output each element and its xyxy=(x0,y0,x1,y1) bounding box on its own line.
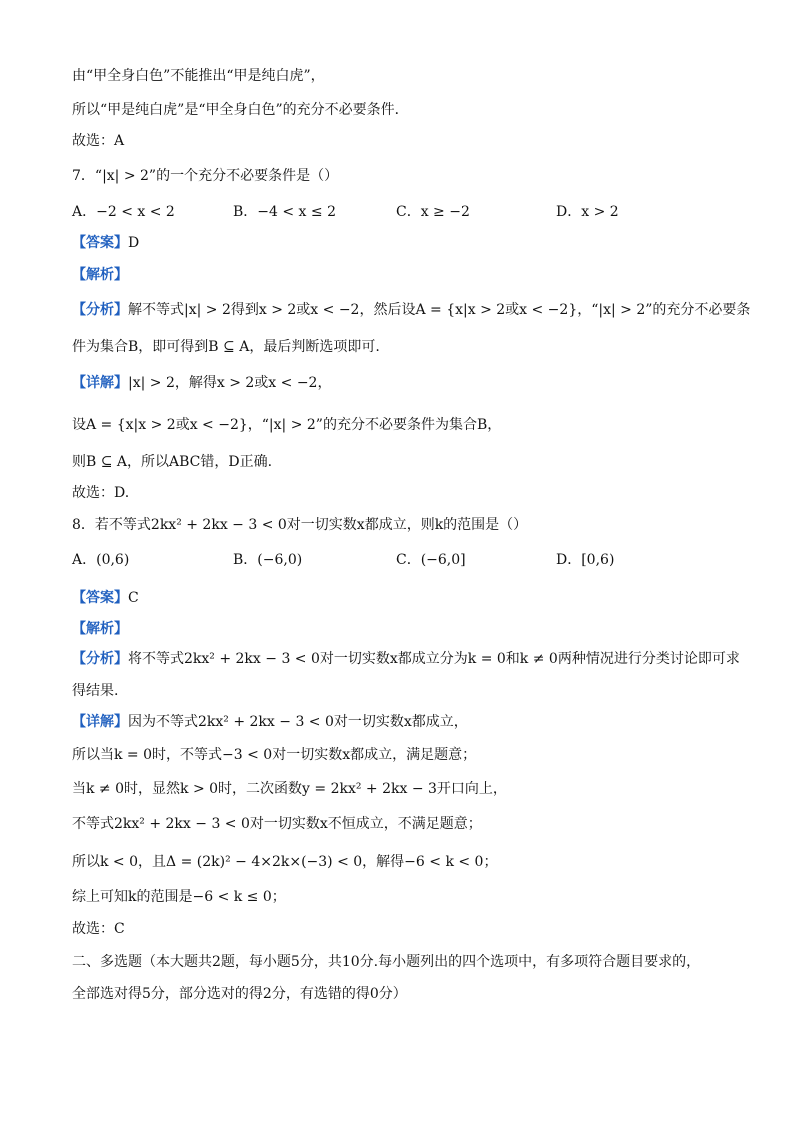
text-line: 由“甲全身白色”不能推出“甲是纯白虎”， xyxy=(72,68,325,84)
xiangjie-8-line-2: 所以当k = 0时，不等式−3 < 0对一切实数x都成立，满足题意； xyxy=(72,747,477,763)
q7-option-d: D．x > 2 xyxy=(556,204,619,220)
answer-tag: 【答案】 xyxy=(72,590,128,606)
xiangjie-8-line-6: 综上可知k的范围是−6 < k ≤ 0； xyxy=(72,889,286,905)
fenxi-text: 解不等式|x| > 2得到x > 2或x < −2，然后设A = {x|x > 2或x < −2}，“|x| > 2”的充分不必要条 xyxy=(128,302,751,318)
xiangjie-7-line-2: 设A = {x|x > 2或x < −2}，“|x| > 2”的充分不必要条件为集合B， xyxy=(72,417,502,433)
question-7: 7．“|x| > 2”的一个充分不必要条件是（） xyxy=(72,168,339,184)
xiangjie-8-line-1 xyxy=(72,711,468,733)
fenxi-8-line-1 xyxy=(72,648,740,670)
xuan-8: 故选：C xyxy=(72,921,125,937)
fenxi-tag: 【分析】 xyxy=(72,302,128,318)
xiangjie-8-line-5: 所以k < 0，且Δ = (2k)² − 4×2k×(−3) < 0，解得−6 < k < 0； xyxy=(72,854,498,870)
q8-option-b: B．(−6,0) xyxy=(233,552,303,568)
q7-option-c: C．x ≥ −2 xyxy=(396,204,470,220)
fenxi-tag: 【分析】 xyxy=(72,651,128,667)
q8-option-d: D．[0,6) xyxy=(556,552,615,568)
xiangjie-text: |x| > 2，解得x > 2或x < −2， xyxy=(128,375,332,391)
analysis-tag: 【解析】 xyxy=(72,267,128,283)
answer-value: D xyxy=(128,235,140,251)
q8-option-a: A．(0,6) xyxy=(72,552,130,568)
analysis-heading-7 xyxy=(72,264,128,286)
analysis-heading-8 xyxy=(72,618,128,640)
xiangjie-text: 因为不等式2kx² + 2kx − 3 < 0对一切实数x都成立， xyxy=(128,714,468,730)
answer-value: C xyxy=(128,590,139,606)
xiangjie-tag: 【详解】 xyxy=(72,714,128,730)
section-2-heading-cont: 全部选对得5分，部分选对的得2分，有选错的得0分） xyxy=(72,986,407,1002)
fenxi-8-line-2: 得结果. xyxy=(72,683,119,699)
fenxi-7-line-2: 件为集合B，即可得到B ⊆ A，最后判断选项即可. xyxy=(72,339,380,355)
xiangjie-7-line-1 xyxy=(72,372,331,394)
analysis-tag: 【解析】 xyxy=(72,621,128,637)
xiangjie-tag: 【详解】 xyxy=(72,375,128,391)
q7-option-b: B．−4 < x ≤ 2 xyxy=(233,204,336,220)
xiangjie-8-line-4: 不等式2kx² + 2kx − 3 < 0对一切实数x不恒成立，不满足题意； xyxy=(72,816,482,832)
section-2-heading: 二、多选题（本大题共2题，每小题5分，共10分.每小题列出的四个选项中，有多项符合题目要求的， xyxy=(72,954,701,970)
answer-7 xyxy=(72,232,139,254)
q7-option-a: A．−2 < x < 2 xyxy=(72,204,175,220)
xiangjie-8-line-3: 当k ≠ 0时，显然k > 0时，二次函数y = 2kx² + 2kx − 3开口向上， xyxy=(72,781,507,797)
text-line: 故选：A xyxy=(72,133,125,149)
answer-tag: 【答案】 xyxy=(72,235,128,251)
question-8: 8．若不等式2kx² + 2kx − 3 < 0对一切实数x都成立，则k的范围是（） xyxy=(72,517,528,533)
xiangjie-7-line-3: 则B ⊆ A，所以ABC错，D正确. xyxy=(72,454,273,470)
fenxi-text: 将不等式2kx² + 2kx − 3 < 0对一切实数x都成立分为k = 0和k ≠ 0两种情况进行分类讨论即可求 xyxy=(128,651,740,667)
xuan-7: 故选：D. xyxy=(72,485,130,501)
fenxi-7-line-1 xyxy=(72,299,750,321)
text-line: 所以“甲是纯白虎”是“甲全身白色”的充分不必要条件． xyxy=(72,102,409,118)
answer-8 xyxy=(72,587,139,609)
q8-option-c: C．(−6,0] xyxy=(396,552,466,568)
